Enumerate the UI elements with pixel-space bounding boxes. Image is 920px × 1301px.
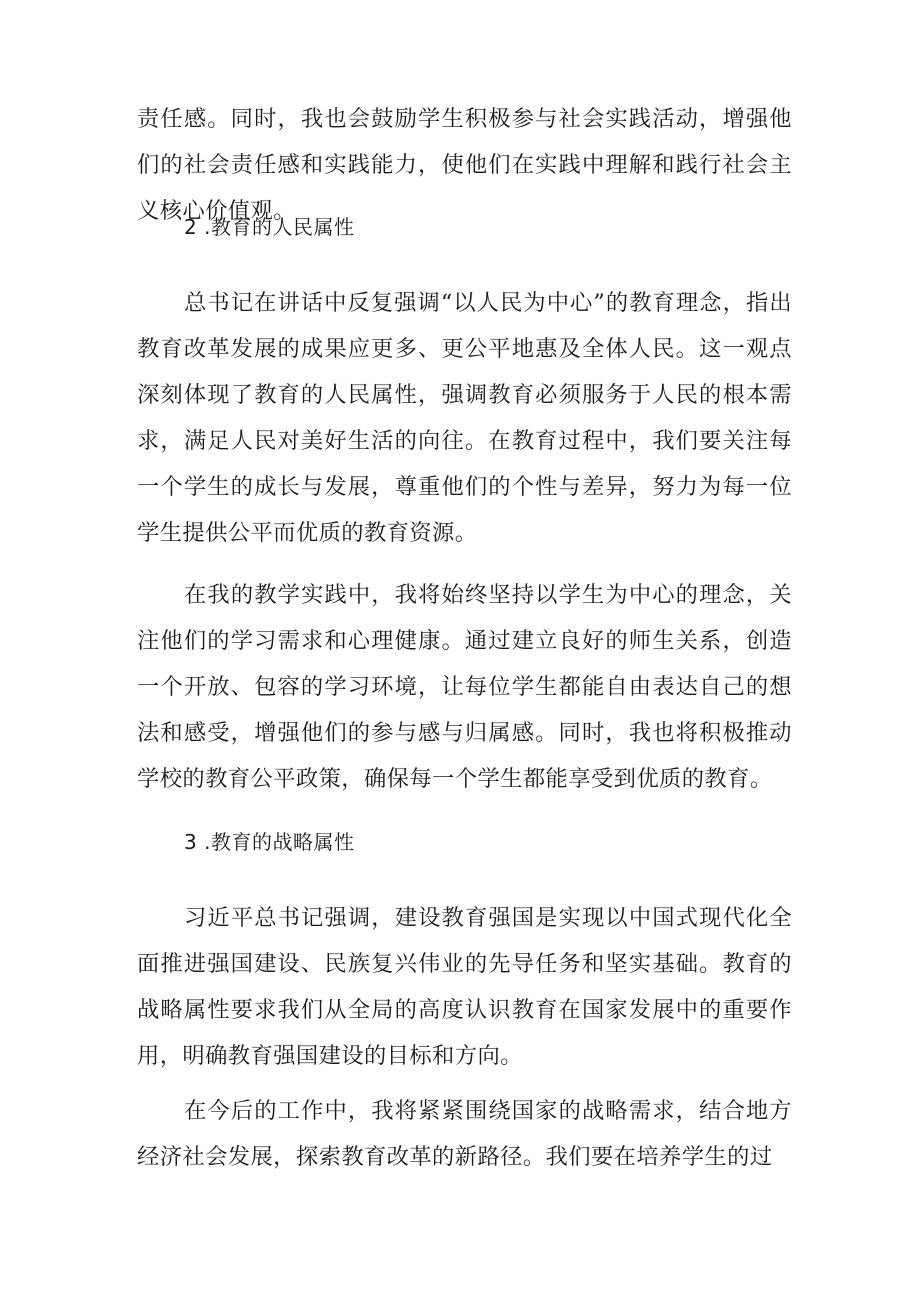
paragraph-strategy-attribute: 习近平总书记强调，建设教育强国是实现以中国式现代化全面推进强国建设、民族复兴伟业的先导任务和坚实基础。教育的战略属性要求我们从全局的高度认识教育在国家发展中的重要作用，明确教育强国建设的目标和方向。 [137, 905, 792, 1069]
section-heading-people: 2 .教育的人民属性 [184, 215, 355, 239]
section-heading-strategy: 3 .教育的战略属性 [184, 830, 355, 854]
paragraph-teaching-practice: 在我的教学实践中，我将始终坚持以学生为中心的理念，关注他们的学习需求和心理健康。通过建立良好的师生关系，创造一个开放、包容的学习环境，让每位学生都能自由表达自己的想法和感受，增强他们的参与感与归属感。同时，我也将积极推动学校的教育公平政策，确保每一个学生都能享受到优质的教育。 [137, 582, 792, 792]
paragraph-responsibility: 责任感。同时，我也会鼓励学生积极参与社会实践活动，增强他们的社会责任感和实践能力，使他们在实践中理解和践行社会主义核心价值观。 [137, 106, 792, 224]
paragraph-future-work: 在今后的工作中，我将紧紧围绕国家的战略需求，结合地方经济社会发展，探索教育改革的新路径。我们要在培养学生的过 [137, 1098, 792, 1170]
paragraph-people-attribute: 总书记在讲话中反复强调“以人民为中心”的教育理念，指出教育改革发展的成果应更多、更公平地惠及全体人民。这一观点深刻体现了教育的人民属性，强调教育必须服务于人民的根本需求，满足人民对美好生活的向往。在教育过程中，我们要关注每一个学生的成长与发展，尊重他们的个性与差异，努力为每一位学生提供公平而优质的教育资源。 [137, 290, 792, 546]
